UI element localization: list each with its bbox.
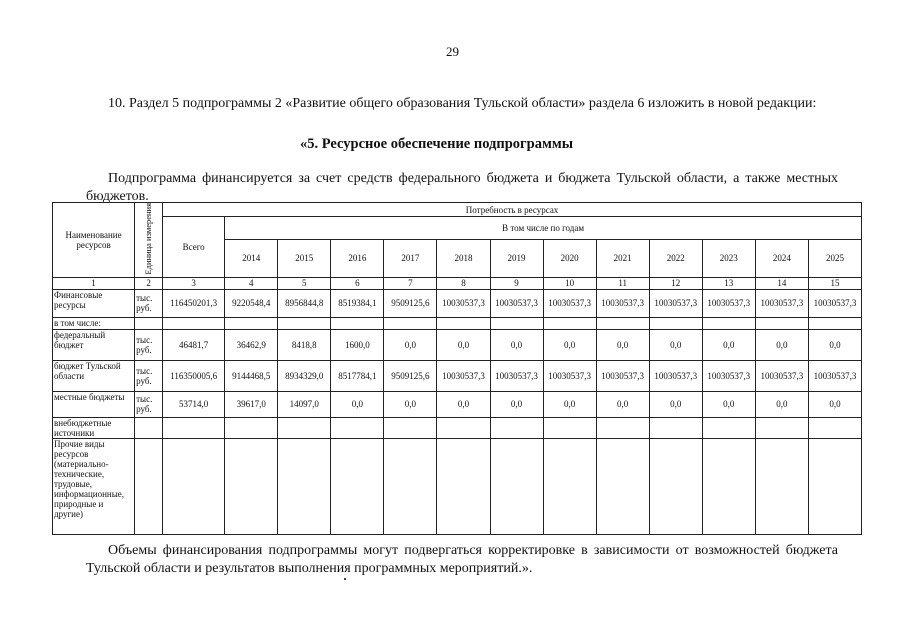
row-year-value-cell [384,438,437,534]
row-year-value-cell [543,317,596,329]
year-header: 2022 [649,239,702,277]
intro-paragraph: 10. Раздел 5 подпрограммы 2 «Развитие общего образования Тульской области» раздела 6 изложить в новой редакции: [108,96,817,111]
row-year-value-cell: 9144468,5 [225,360,278,391]
row-year-value-cell: 10030537,3 [808,289,861,317]
column-number: 14 [755,277,808,289]
row-year-value-cell: 0,0 [755,329,808,360]
row-total-cell [163,438,225,534]
row-year-value-cell [225,317,278,329]
row-total-cell [163,417,225,438]
year-header: 2023 [702,239,755,277]
row-year-value-cell: 0,0 [543,391,596,417]
row-unit-cell [135,438,163,534]
row-year-value-cell: 0,0 [596,329,649,360]
row-year-value-cell [490,417,543,438]
row-year-value-cell: 0,0 [437,391,490,417]
row-year-value-cell: 0,0 [808,329,861,360]
column-number: 7 [384,277,437,289]
row-year-value-cell: 0,0 [702,329,755,360]
row-year-value-cell: 10030537,3 [596,289,649,317]
column-number: 11 [596,277,649,289]
column-number: 6 [331,277,384,289]
row-year-value-cell [596,438,649,534]
row-year-value-cell: 0,0 [543,329,596,360]
year-header: 2020 [543,239,596,277]
row-year-value-cell: 10030537,3 [649,289,702,317]
header-unit [135,203,163,278]
row-year-value-cell: 9509125,6 [384,360,437,391]
row-year-value-cell: 10030537,3 [490,360,543,391]
row-name-cell: внебюджетные источники [53,417,135,438]
row-total-cell: 116350005,6 [163,360,225,391]
row-year-value-cell [278,438,331,534]
year-header: 2021 [596,239,649,277]
column-number: 15 [808,277,861,289]
row-year-value-cell: 0,0 [808,391,861,417]
resources-table-body [53,203,862,535]
row-year-value-cell: 10030537,3 [437,360,490,391]
row-year-value-cell [225,438,278,534]
row-year-value-cell [702,438,755,534]
row-total-cell [163,317,225,329]
row-unit-cell: тыс. руб. [135,329,163,360]
row-year-value-cell: 0,0 [702,391,755,417]
row-total-cell: 53714,0 [163,391,225,417]
row-year-value-cell: 0,0 [649,329,702,360]
row-year-value-cell: 10030537,3 [808,360,861,391]
row-year-value-cell: 14097,0 [278,391,331,417]
row-year-value-cell [755,438,808,534]
row-year-value-cell: 9220548,4 [225,289,278,317]
row-year-value-cell: 0,0 [384,329,437,360]
row-unit-cell: тыс. руб. [135,289,163,317]
row-year-value-cell: 10030537,3 [755,360,808,391]
year-header: 2018 [437,239,490,277]
column-number-row [53,277,862,289]
column-number: 3 [163,277,225,289]
row-year-value-cell: 0,0 [596,391,649,417]
row-total-cell: 46481,7 [163,329,225,360]
column-number: 1 [53,277,135,289]
page-number: 29 [446,44,459,59]
row-year-value-cell: 10030537,3 [596,360,649,391]
row-year-value-cell: 10030537,3 [649,360,702,391]
row-year-value-cell [331,417,384,438]
table-row [53,360,862,391]
table-row [53,391,862,417]
row-year-value-cell: 10030537,3 [543,289,596,317]
row-year-value-cell: 36462,9 [225,329,278,360]
row-year-value-cell [649,317,702,329]
row-year-value-cell: 0,0 [331,391,384,417]
row-name-cell: местные бюджеты [53,391,135,417]
row-year-value-cell: 8956844,8 [278,289,331,317]
row-name-cell: Финансовые ресурсы [53,289,135,317]
year-header: 2016 [331,239,384,277]
header-name: Наименование ресурсов [53,203,135,278]
year-header: 2024 [755,239,808,277]
row-year-value-cell [384,417,437,438]
row-year-value-cell: 8519384,1 [331,289,384,317]
row-year-value-cell: 10030537,3 [490,289,543,317]
row-year-value-cell [649,438,702,534]
row-year-value-cell: 0,0 [755,391,808,417]
column-number: 8 [437,277,490,289]
table-row [53,417,862,438]
row-year-value-cell [596,417,649,438]
row-year-value-cell: 0,0 [649,391,702,417]
year-header: 2019 [490,239,543,277]
row-name-cell: Прочие виды ресурсов (материально-технические, трудовые, информационные, природные и другие) [53,438,135,534]
row-name-cell: в том числе: [53,317,135,329]
row-unit-cell [135,417,163,438]
column-number: 5 [278,277,331,289]
row-year-value-cell [225,417,278,438]
row-year-value-cell: 0,0 [437,329,490,360]
row-year-value-cell [543,417,596,438]
closing-paragraph: Объемы финансирования подпрограммы могут подвергаться корректировке в зависимости от возможностей бюджета Тульской области и результатов выполнения программных мероприятий.». [86,543,838,576]
header-unit-text: Единица измерения [143,203,154,275]
row-year-value-cell: 0,0 [490,391,543,417]
row-year-value-cell [808,438,861,534]
row-year-value-cell [331,438,384,534]
row-year-value-cell [437,417,490,438]
year-header: 2015 [278,239,331,277]
column-number: 2 [135,277,163,289]
row-year-value-cell: 39617,0 [225,391,278,417]
row-unit-cell [135,317,163,329]
row-year-value-cell [278,417,331,438]
header-need: Потребность в ресурсах [163,203,862,217]
row-year-value-cell [490,317,543,329]
column-number: 12 [649,277,702,289]
table-row [53,289,862,317]
row-year-value-cell: 10030537,3 [437,289,490,317]
table-row [53,317,862,329]
column-number: 10 [543,277,596,289]
funding-paragraph: Подпрограмма финансируется за счет средств федерального бюджета и бюджета Тульской области, а также местных бюджетов. [86,171,838,204]
header-total: Всего [163,217,225,278]
row-name-cell: бюджет Тульской области [53,360,135,391]
row-year-value-cell: 10030537,3 [543,360,596,391]
column-number: 4 [225,277,278,289]
row-year-value-cell [702,317,755,329]
row-year-value-cell: 10030537,3 [702,360,755,391]
row-unit-cell: тыс. руб. [135,391,163,417]
row-year-value-cell [437,438,490,534]
table-row [53,329,862,360]
row-unit-cell: тыс. руб. [135,360,163,391]
row-year-value-cell: 1600,0 [331,329,384,360]
row-year-value-cell [490,438,543,534]
row-year-value-cell: 8418,8 [278,329,331,360]
row-year-value-cell: 8517784,1 [331,360,384,391]
year-header: 2014 [225,239,278,277]
table-row [53,438,862,534]
section-heading: «5. Ресурсное обеспечение подпрограммы [300,136,574,152]
row-year-value-cell [649,417,702,438]
row-year-value-cell: 9509125,6 [384,289,437,317]
row-year-value-cell [755,317,808,329]
row-name-cell: федеральный бюджет [53,329,135,360]
row-year-value-cell [437,317,490,329]
row-year-value-cell [278,317,331,329]
row-year-value-cell: 8934329,0 [278,360,331,391]
row-year-value-cell [755,417,808,438]
row-year-value-cell [596,317,649,329]
header-by-years: В том числе по годам [225,217,862,240]
row-year-value-cell: 10030537,3 [702,289,755,317]
row-year-value-cell: 10030537,3 [755,289,808,317]
row-year-value-cell [384,317,437,329]
row-year-value-cell [702,417,755,438]
row-year-value-cell: 0,0 [384,391,437,417]
row-year-value-cell [543,438,596,534]
column-number: 9 [490,277,543,289]
row-year-value-cell [331,317,384,329]
column-number: 13 [702,277,755,289]
year-header: 2025 [808,239,861,277]
row-total-cell: 116450201,3 [163,289,225,317]
year-header: 2017 [384,239,437,277]
row-year-value-cell: 0,0 [490,329,543,360]
resources-table [52,202,862,535]
row-year-value-cell [808,417,861,438]
scan-speck [344,578,346,580]
row-year-value-cell [808,317,861,329]
